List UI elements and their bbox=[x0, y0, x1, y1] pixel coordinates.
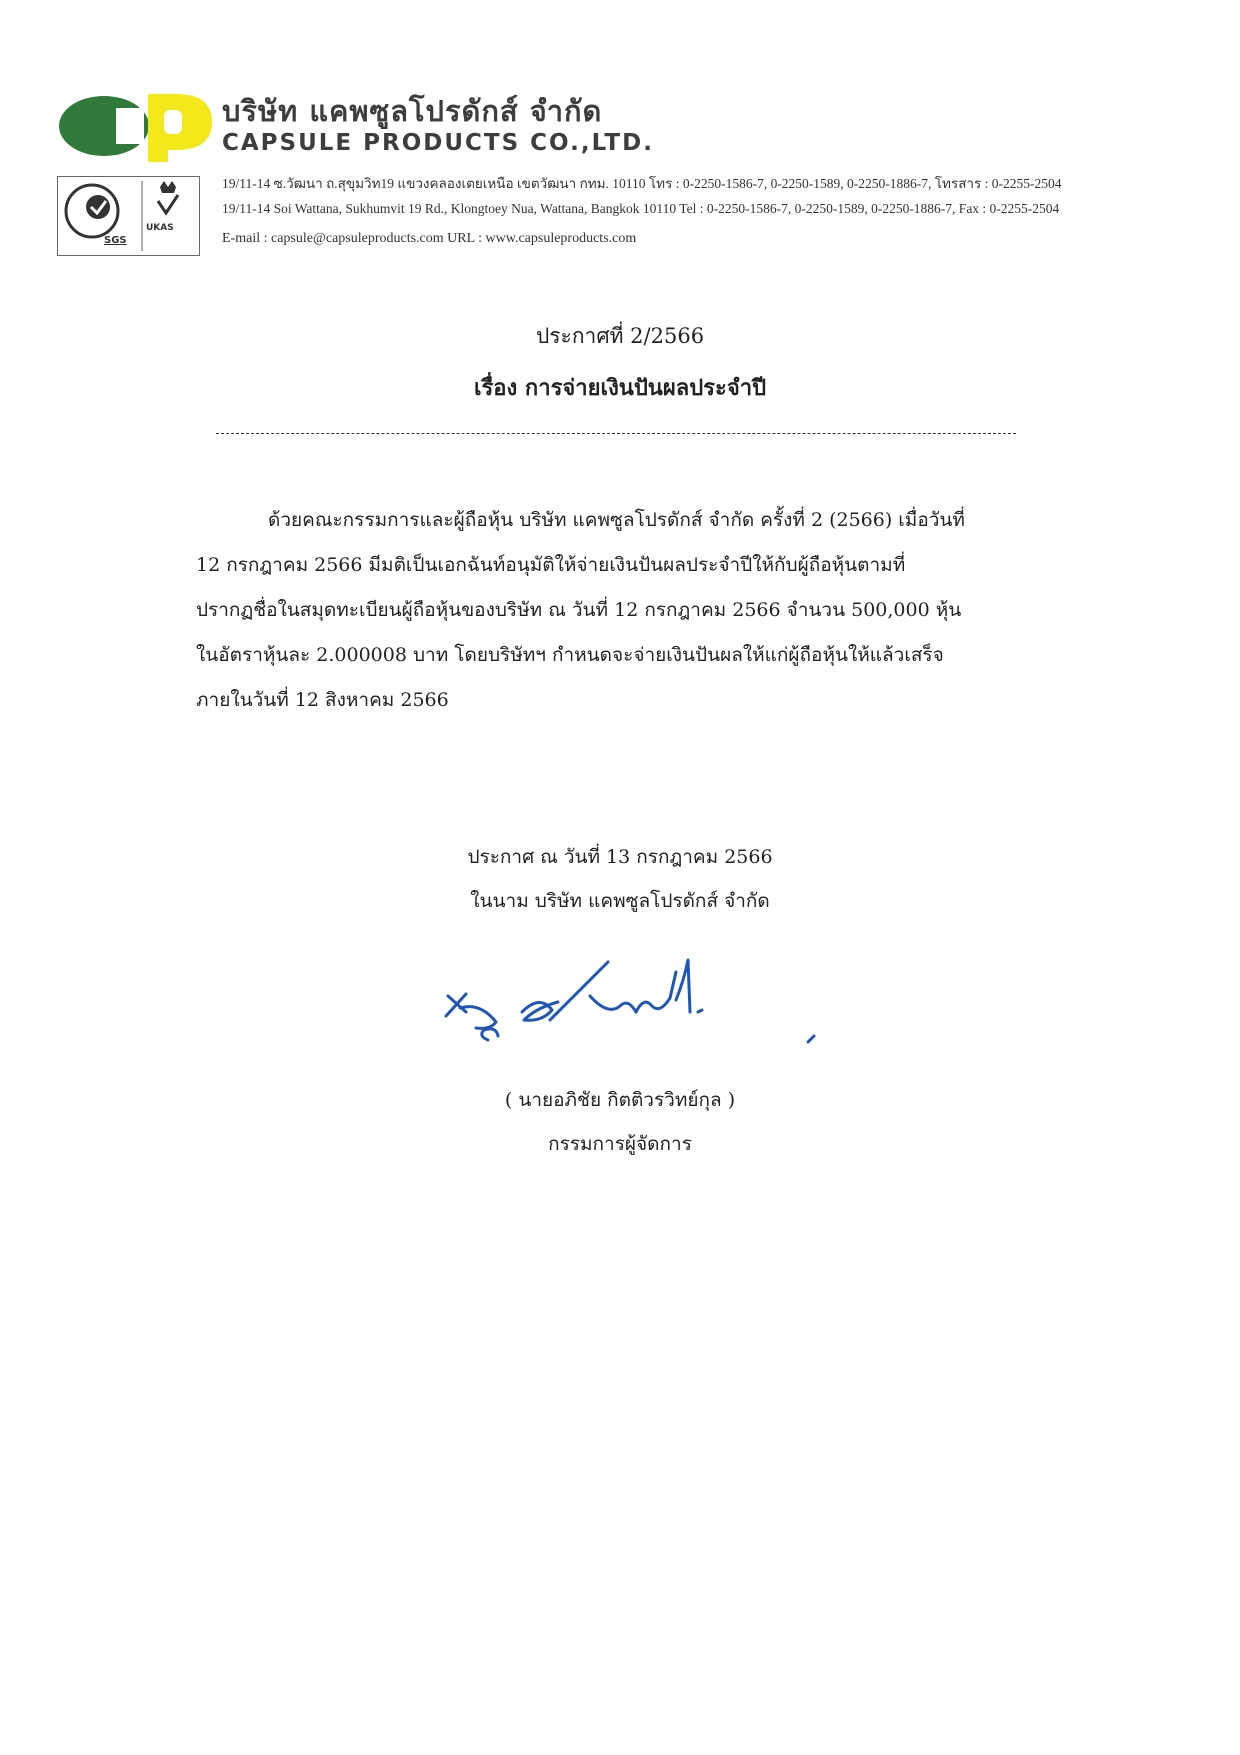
company-name-thai: บริษัท แคพซูลโปรดักส์ จำกัด bbox=[222, 94, 603, 128]
company-logo bbox=[56, 86, 212, 166]
signer-title: กรรมการผู้จัดการ bbox=[548, 1133, 692, 1155]
body-line: ในอัตราหุ้นละ 2.000008 บาท โดยบริษัทฯ กำหนดจะจ่ายเงินปันผลให้แก่ผู้ถือหุ้นให้แล้วเสร็จ bbox=[196, 644, 944, 666]
announcement-number: ประกาศที่ 2/2566 bbox=[535, 324, 705, 348]
body-line: 12 กรกฎาคม 2566 มีมติเป็นเอกฉันท์อนุมัติให้จ่ายเงินปันผลประจำปีให้กับผู้ถือหุ้นตามที่ bbox=[196, 554, 906, 576]
signer-name: ( นายอภิชัย กิตติวรวิทย์กุล ) bbox=[504, 1089, 736, 1111]
announcement-subject: เรื่อง การจ่ายเงินปันผลประจำปี bbox=[473, 375, 767, 401]
contact-line: E-mail : capsule@capsuleproducts.com URL : www.capsuleproducts.com bbox=[222, 231, 637, 246]
signature-image bbox=[440, 950, 840, 1070]
body-line: ภายในวันที่ 12 สิงหาคม 2566 bbox=[196, 689, 449, 711]
body-line: ปรากฏชื่อในสมุดทะเบียนผู้ถือหุ้นของบริษัท ณ วันที่ 12 กรกฎาคม 2566 จำนวน 500,000 หุ้น bbox=[196, 599, 962, 621]
body-line: ด้วยคณะกรรมการและผู้ถือหุ้น บริษัท แคพซูลโปรดักส์ จำกัด ครั้งที่ 2 (2566) เมื่อวันที่ bbox=[268, 509, 965, 531]
dashed-divider bbox=[216, 433, 1016, 434]
sgs-label: SGS bbox=[104, 235, 127, 246]
ukas-label: UKAS bbox=[146, 223, 174, 233]
company-name-en: CAPSULE PRODUCTS CO.,LTD. bbox=[222, 130, 654, 156]
certification-badges bbox=[57, 176, 200, 256]
announce-date: ประกาศ ณ วันที่ 13 กรกฎาคม 2566 bbox=[467, 846, 773, 868]
address-en: 19/11-14 Soi Wattana, Sukhumvit 19 Rd., Klongtoey Nua, Wattana, Bangkok 10110 Tel : 0-2250-1586-7, 0-2250-1589, 0-2250-1886-7, Fax : 0-2255-2504 bbox=[222, 201, 1060, 216]
iso-certification-icon bbox=[58, 177, 199, 255]
on-behalf-line: ในนาม บริษัท แคพซูลโปรดักส์ จำกัด bbox=[470, 890, 770, 912]
address-thai: 19/11-14 ซ.วัฒนา ถ.สุขุมวิท19 แขวงคลองเตยเหนือ เขตวัฒนา กทม. 10110 โทร : 0-2250-1586-7, 0-2250-1589, 0-2250-1886-7, โทรสาร : 0-2255-2504 bbox=[222, 176, 1062, 191]
